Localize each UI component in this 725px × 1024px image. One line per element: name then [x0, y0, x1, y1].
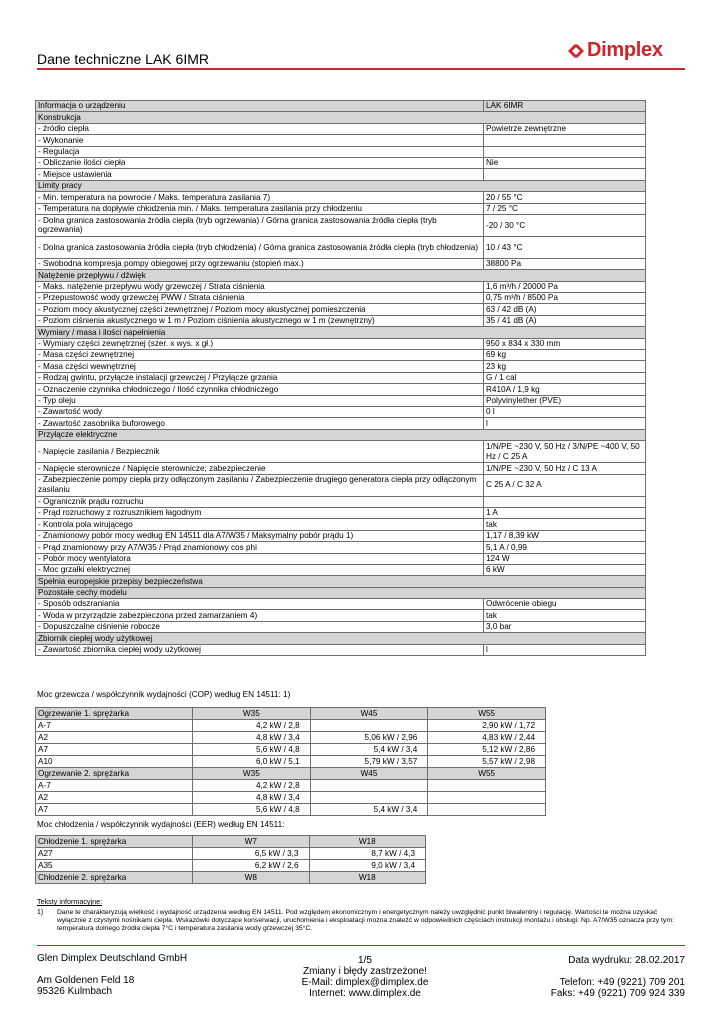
spec-row: [36, 553, 646, 564]
spec-label: Informacja o urządzeniu: [36, 101, 484, 112]
spec-value: Powietrze zewnętrzne: [484, 123, 646, 134]
spec-row: [36, 350, 646, 361]
spec-value: Polyvinylether (PVE): [484, 395, 646, 406]
spec-label: - Prąd znamionowy przy A7/W35 / Prąd znamionowy cos phi: [36, 542, 484, 553]
footer-divider: [37, 945, 685, 946]
spec-section-label: Natężenie przepływu / dźwięk: [36, 270, 646, 281]
spec-row: [36, 236, 646, 258]
cop-value: [310, 780, 428, 792]
cop-value: [428, 792, 546, 804]
eer-label: Chłodzenie 2. sprężarka: [36, 872, 193, 884]
cop-value: 5,12 kW / 2,86: [428, 744, 546, 756]
spec-section-label: Zbiornik ciepłej wody użytkowej: [36, 633, 646, 644]
eer-header-row: [36, 872, 426, 884]
cop-value: 4,8 kW / 3,4: [193, 732, 311, 744]
spec-label: - Napięcie sterownicze / Napięcie sterownicze; zabezpieczenie: [36, 463, 484, 474]
cop-value: W35: [193, 768, 311, 780]
eer-value: W18: [309, 872, 426, 884]
spec-value: 63 / 42 dB (A): [484, 304, 646, 315]
spec-value: 5,1 A / 0,99: [484, 542, 646, 553]
cop-header-row: [36, 768, 546, 780]
cop-value: 4,2 kW / 2,8: [193, 780, 311, 792]
spec-label: - Masa części zewnętrznej: [36, 350, 484, 361]
cop-value: [310, 792, 428, 804]
cop-label: Ogrzewanie 1. sprężarka: [36, 708, 193, 720]
spec-row: [36, 418, 646, 429]
spec-row: [36, 157, 646, 168]
spec-value: l: [484, 644, 646, 655]
note-text: Dane te charakteryzują wielkość i wydajność urządzenia według EN 14511. Pod względem ekonomicznym i energetycznym należy uwzględnić punkt biwalentny i regulację. Wartości te można uzyskać wyłącznie z czystymi nośnikami ciepła. Wskazówki dotyczące konserwacji, uruchomienia i eksploatacji można znaleźć w odpowiednich częściach instrukcji montażu i obsługi. Np. A7/W35 oznacza przy tym: temperatura dolnego źródła ciepła 7°C i temperatura zasilania wody grzewczej 35°C.: [57, 909, 674, 932]
spec-label: - Kontrola pola wirującego: [36, 519, 484, 530]
footer-website: Internet: www.dimplex.de: [309, 988, 421, 999]
spec-row: [36, 610, 646, 621]
spec-label: - Zawartość zasobnika buforowego: [36, 418, 484, 429]
eer-caption: Moc chłodzenia / współczynnik wydajności (EER) według EN 14511:: [37, 820, 285, 829]
spec-section-label: Limity pracy: [36, 180, 646, 191]
spec-label: - Dolna granica zastosowania źródła ciepła (tryb ogrzewania) / Górna granica zastosowania źródła ciepła (tryb ogrzewania): [36, 214, 484, 236]
spec-row: [36, 406, 646, 417]
eer-value: W8: [193, 872, 310, 884]
eer-row: [36, 860, 426, 872]
logo-wordmark: Dimplex: [587, 39, 663, 61]
spec-row: [36, 474, 646, 496]
spec-row: [36, 281, 646, 292]
spec-label: - Rodzaj gwintu, przyłącze instalacji grzewczej / Przyłącze grzania: [36, 372, 484, 383]
note-number: 1): [37, 909, 44, 916]
spec-row: [36, 507, 646, 518]
header-divider: [37, 68, 685, 70]
eer-value: 6,5 kW / 3,3: [193, 848, 310, 860]
spec-value: 124 W: [484, 553, 646, 564]
cop-row: [36, 756, 546, 768]
footer-fax: Faks: +49 (9221) 709 924 339: [550, 988, 685, 999]
cop-value: 4,8 kW / 3,4: [193, 792, 311, 804]
footer-disclaimer: Zmiany i błędy zastrzeżone!: [303, 966, 427, 977]
cop-table: [35, 707, 546, 816]
cop-label: A2: [36, 792, 193, 804]
spec-value: tak: [484, 610, 646, 621]
spec-section-row: [36, 270, 646, 281]
cop-label: A10: [36, 756, 193, 768]
cop-row: [36, 732, 546, 744]
spec-row: [36, 203, 646, 214]
spec-row: [36, 496, 646, 507]
spec-row: [36, 169, 646, 180]
cop-label: Ogrzewanie 2. sprężarka: [36, 768, 193, 780]
spec-section-label: Przyłącze elektryczne: [36, 429, 646, 440]
spec-value: C 25 A / C 32 A: [484, 474, 646, 496]
footer-street: Am Goldenen Feld 18: [37, 975, 135, 986]
cop-value: 5,6 kW / 4,8: [193, 804, 311, 816]
spec-value: 1,6 m³/h / 20000 Pa: [484, 281, 646, 292]
spec-value: [484, 146, 646, 157]
spec-value: 10 / 43 °C: [484, 236, 646, 258]
cop-value: 5,06 kW / 2,96: [310, 732, 428, 744]
spec-value: [484, 169, 646, 180]
spec-value: 23 kg: [484, 361, 646, 372]
cop-value: 5,4 kW / 3,4: [310, 744, 428, 756]
spec-row: [36, 463, 646, 474]
spec-label: - Poziom mocy akustycznej części zewnętrznej / Poziom mocy akustycznej pomieszczenia: [36, 304, 484, 315]
cop-row: [36, 744, 546, 756]
spec-row: [36, 372, 646, 383]
footer-email: E-Mail: dimplex@dimplex.de: [301, 977, 429, 988]
spec-section-label: Wymiary / masa i ilości napełnienia: [36, 327, 646, 338]
cop-value: [310, 720, 428, 732]
spec-value: 1 A: [484, 507, 646, 518]
spec-value: 38800 Pa: [484, 258, 646, 269]
spec-value: 6 kW: [484, 564, 646, 575]
cop-row: [36, 804, 546, 816]
spec-value: l: [484, 418, 646, 429]
spec-section-row: [36, 101, 646, 112]
footer-city: 95326 Kulmbach: [37, 986, 113, 997]
spec-value: 0 l: [484, 406, 646, 417]
spec-section-label: Konstrukcja: [36, 112, 646, 123]
spec-value: Odwrócenie obiegu: [484, 599, 646, 610]
spec-label: - Woda w przyrządzie zabezpieczona przed zamarzaniem 4): [36, 610, 484, 621]
spec-value: -20 / 30 °C: [484, 214, 646, 236]
spec-row: [36, 441, 646, 463]
spec-row: [36, 192, 646, 203]
cop-caption: Moc grzewcza / współczynnik wydajności (COP) według EN 14511: 1): [37, 690, 291, 699]
spec-section-row: [36, 576, 646, 587]
spec-label: - Swobodna kompresja pompy obiegowej przy ogrzewaniu (stopień max.): [36, 258, 484, 269]
spec-section-row: [36, 429, 646, 440]
spec-value: tak: [484, 519, 646, 530]
spec-label: - źródło ciepła: [36, 123, 484, 134]
spec-label: - Napięcie zasilania / Bezpiecznik: [36, 441, 484, 463]
spec-row: [36, 395, 646, 406]
cop-value: W45: [310, 708, 428, 720]
cop-value: 5,4 kW / 3,4: [310, 804, 428, 816]
spec-label: - Obliczanie ilości ciepła: [36, 157, 484, 168]
spec-label: - Sposób odszraniania: [36, 599, 484, 610]
spec-label: - Prąd rozruchowy z rozrusznikiem łagodnym: [36, 507, 484, 518]
spec-value: 7 / 25 °C: [484, 203, 646, 214]
spec-label: - Zabezpieczenie pompy ciepła przy odłączonym zasilaniu / Zabezpieczenie drugiego generatora ciepła przy odłączonym zasilaniu: [36, 474, 484, 496]
spec-label: - Znamionowy pobór mocy według EN 14511 dla A7/W35 / Maksymalny pobór prądu 1): [36, 530, 484, 541]
spec-section-row: [36, 180, 646, 191]
notes-title: Teksty informacyjne:: [37, 897, 103, 906]
cop-value: 5,57 kW / 2,98: [428, 756, 546, 768]
cop-value: W55: [428, 708, 546, 720]
cop-value: [428, 780, 546, 792]
spec-row: [36, 530, 646, 541]
eer-value: W7: [193, 836, 310, 848]
spec-value: 1/N/PE ~230 V, 50 Hz / C 13 A: [484, 463, 646, 474]
spec-label: - Pobór mocy wentylatora: [36, 553, 484, 564]
spec-row: [36, 599, 646, 610]
spec-value: 950 x 834 x 330 mm: [484, 338, 646, 349]
spec-label: - Zawartość wody: [36, 406, 484, 417]
spec-row: [36, 338, 646, 349]
cop-value: 5,6 kW / 4,8: [193, 744, 311, 756]
cop-value: 4,2 kW / 2,8: [193, 720, 311, 732]
spec-row: [36, 304, 646, 315]
eer-label: A35: [36, 860, 193, 872]
spec-value: Nie: [484, 157, 646, 168]
spec-row: [36, 384, 646, 395]
spec-row: [36, 293, 646, 304]
spec-value: 1/N/PE ~230 V, 50 Hz / 3/N/PE ~400 V, 50 Hz / C 25 A: [484, 441, 646, 463]
spec-value: LAK 6IMR: [484, 101, 646, 112]
spec-row: [36, 146, 646, 157]
spec-label: - Min. temperatura na powrocie / Maks. temperatura zasilania 7): [36, 192, 484, 203]
cop-label: A7: [36, 804, 193, 816]
spec-label: - Przepustowość wody grzewczej PWW / Strata ciśnienia: [36, 293, 484, 304]
spec-row: [36, 519, 646, 530]
spec-row: [36, 258, 646, 269]
spec-value: 69 kg: [484, 350, 646, 361]
cop-label: A7: [36, 744, 193, 756]
spec-row: [36, 542, 646, 553]
footer-phone: Telefon: +49 (9221) 709 201: [559, 977, 685, 988]
spec-row: [36, 621, 646, 632]
spec-label: - Masa części wewnętrznej: [36, 361, 484, 372]
spec-label: - Dolna granica zastosowania źródła ciepła (tryb chłodzenia) / Górna granica zastosowania źródła ciepła (tryb chłodzenia): [36, 236, 484, 258]
spec-value: G / 1 cal: [484, 372, 646, 383]
spec-label: - Dopuszczalne ciśnienie robocze: [36, 621, 484, 632]
spec-label: - Wymiary części zewnętrznej (szer. x wys. x gł.): [36, 338, 484, 349]
eer-value: W18: [309, 836, 426, 848]
eer-table: [35, 835, 426, 884]
cop-value: 5,79 kW / 3,57: [310, 756, 428, 768]
spec-value: 1,17 / 8,39 kW: [484, 530, 646, 541]
spec-section-row: [36, 587, 646, 598]
spec-value: 35 / 41 dB (A): [484, 315, 646, 326]
spec-label: - Maks. natężenie przepływu wody grzewczej / Strata ciśnienia: [36, 281, 484, 292]
spec-label: - Regulacja: [36, 146, 484, 157]
dimplex-logo-mark-icon: [566, 41, 586, 61]
eer-label: Chłodzenie 1. sprężarka: [36, 836, 193, 848]
spec-section-row: [36, 327, 646, 338]
spec-value: R410A / 1,9 kg: [484, 384, 646, 395]
footer-print-date: Data wydruku: 28.02.2017: [568, 955, 685, 966]
spec-value: 3,0 bar: [484, 621, 646, 632]
eer-value: 8,7 kW / 4,3: [309, 848, 426, 860]
cop-value: W45: [310, 768, 428, 780]
spec-section-row: [36, 633, 646, 644]
spec-section-row: [36, 112, 646, 123]
footer-page-number: 1/5: [358, 955, 372, 966]
eer-row: [36, 848, 426, 860]
spec-row: [36, 564, 646, 575]
spec-label: - Wykonanie: [36, 135, 484, 146]
spec-value: 0,75 m³/h / 8500 Pa: [484, 293, 646, 304]
spec-label: - Zawartość zbiornika ciepłej wody użytkowej: [36, 644, 484, 655]
spec-section-label: Pozostałe cechy modelu: [36, 587, 646, 598]
footer-company: Glen Dimplex Deutschland GmbH: [37, 953, 188, 964]
eer-value: 6,2 kW / 2,6: [193, 860, 310, 872]
spec-section-label: Spełnia europejskie przepisy bezpieczeństwa: [36, 576, 646, 587]
spec-label: - Typ oleju: [36, 395, 484, 406]
cop-row: [36, 780, 546, 792]
spec-row: [36, 214, 646, 236]
spec-row: [36, 361, 646, 372]
spec-label: - Ogranicznik prądu rozruchu: [36, 496, 484, 507]
spec-row: [36, 123, 646, 134]
spec-label: - Poziom ciśnienia akustycznego w 1 m / Poziom ciśnienia akustycznego w 1 m (zewnętrzny): [36, 315, 484, 326]
spec-table: [35, 100, 646, 656]
spec-label: - Miejsce ustawienia: [36, 169, 484, 180]
cop-value: W35: [193, 708, 311, 720]
dimplex-logo: [566, 39, 686, 65]
spec-row: [36, 315, 646, 326]
cop-value: [428, 804, 546, 816]
spec-label: - Temperatura na dopływie chłodzenia min. / Maks. temperatura zasilania przy chłodzeniu: [36, 203, 484, 214]
cop-label: A-7: [36, 720, 193, 732]
cop-value: W55: [428, 768, 546, 780]
spec-value: [484, 135, 646, 146]
cop-row: [36, 792, 546, 804]
spec-value: [484, 496, 646, 507]
cop-value: 4,83 kW / 2,44: [428, 732, 546, 744]
spec-row: [36, 135, 646, 146]
cop-label: A-7: [36, 780, 193, 792]
cop-value: 6,0 kW / 5,1: [193, 756, 311, 768]
eer-header-row: [36, 836, 426, 848]
spec-label: - Oznaczenie czynnika chłodniczego / Ilość czynnika chłodniczego: [36, 384, 484, 395]
cop-label: A2: [36, 732, 193, 744]
spec-label: - Moc grzałki elektrycznej: [36, 564, 484, 575]
eer-value: 9,0 kW / 3,4: [309, 860, 426, 872]
cop-row: [36, 720, 546, 732]
spec-row: [36, 644, 646, 655]
cop-value: 2,90 kW / 1,72: [428, 720, 546, 732]
page-title: Dane techniczne LAK 6IMR: [37, 51, 209, 67]
spec-value: 20 / 55 °C: [484, 192, 646, 203]
eer-label: A27: [36, 848, 193, 860]
cop-header-row: [36, 708, 546, 720]
